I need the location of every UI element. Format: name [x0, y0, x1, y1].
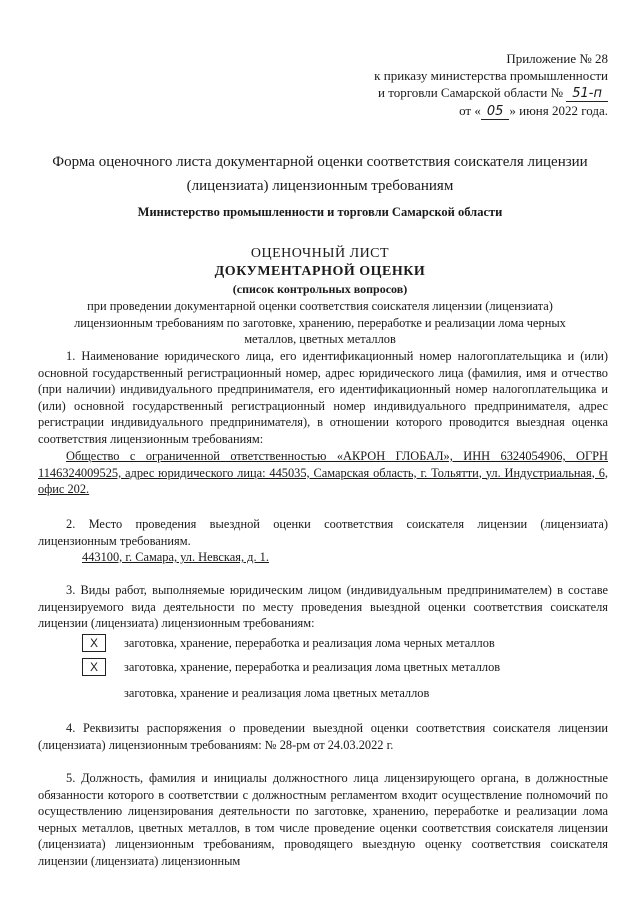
option-label: заготовка, хранение и реализация лома цветных металлов	[124, 685, 430, 700]
section-4-text: 4. Реквизиты распоряжения о проведении выездной оценки соответствия соискателя лицензии (лицензиата) лицензионным требованиям: № 28-рм от 24.03.2022 г.	[38, 721, 608, 752]
work-type-option[interactable]	[82, 658, 500, 676]
checkbox[interactable]	[82, 684, 106, 702]
work-type-option[interactable]	[82, 684, 429, 702]
option-label: заготовка, хранение, переработка и реализация лома черных металлов	[124, 635, 495, 650]
checkbox[interactable]: X	[82, 658, 106, 676]
section-1-text: 1. Наименование юридического лица, его идентификационный номер налогоплательщика и (или) основной государственный регистрационный номер, адрес юридического лица (фамилия, имя и отчество (при наличии) индивидуального предпринимателя, его идентификационный номер налогоплательщика и (или) основной государственный регистрационный номер индивидуального предпринимателя, адрес регистрации индивидуального предпринимателя), в отношении которого проводится выездная оценка соответствия лицензионным требованиям:	[38, 349, 608, 446]
ministry-name: Министерство промышленности и торговли Самарской области	[137, 205, 503, 219]
appendix-date-prefix: от «	[459, 103, 481, 118]
appendix-order-line	[374, 84, 608, 102]
section-2-text: 2. Место проведения выездной оценки соответствия соискателя лицензии (лицензиата) лицензионным требованиям.	[38, 517, 608, 548]
checkbox[interactable]: X	[82, 634, 106, 652]
handwritten-order-number: 51-п	[566, 87, 608, 102]
appendix-date-suffix: » июня 2022 года.	[509, 103, 608, 118]
appendix-order-prefix: и торговли Самарской области №	[378, 85, 564, 100]
checklist-subtitle: (список контрольных вопросов)	[232, 282, 408, 296]
form-title-line1: Форма оценочного листа документарной оценки соответствия соискателя лицензии	[52, 154, 588, 170]
form-title	[40, 150, 600, 198]
sheet-heading-sub: ДОКУМЕНТАРНОЙ ОЦЕНКИ	[214, 264, 426, 279]
appendix-block	[374, 50, 608, 120]
intro-text: при проведении документарной оценки соответствия соискателя лицензии (лицензиата) лицензионным требованиям по заготовке, хранению, переработке и реализации лома черных металлов, цветных металлов	[74, 299, 566, 346]
section-5-text: 5. Должность, фамилия и инициалы должностного лица лицензирующего органа, в должностные обязанности которого в соответствии с должностным регламентом входит осуществление полномочий по осуществлению лицензирования деятельности по заготовке, хранению, переработке и реализации лома черных металлов, цветных металлов, в том числе проведение оценки соответствия соискателя лицензии (лицензиата) лицензионным требованиям, проводящего выездную оценку соответствия соискателя лицензии (лицензиата) лицензионным	[38, 771, 608, 868]
form-title-line2: (лицензиата) лицензионным требованиям	[186, 178, 454, 194]
section-3-text: 3. Виды работ, выполняемые юридическим лицом (индивидуальным предпринимателем) в составе лицензируемого вида деятельности по месту проведения выездной оценки соответствия соискателя лицензии (лицензиата) лицензионным требованиям:	[38, 583, 608, 631]
appendix-number: Приложение № 28	[506, 51, 608, 66]
appendix-date-line	[374, 102, 608, 120]
section-1-answer: Общество с ограниченной ответственностью «АКРОН ГЛОБАЛ», ИНН 6324054906, ОГРН 1146324009525, адрес юридического лица: 445035, Самарская область, г. Тольятти, ул. Индустриальная, 6, офис 202.	[38, 449, 608, 497]
work-type-option[interactable]	[82, 634, 495, 652]
option-label: заготовка, хранение, переработка и реализация лома цветных металлов	[124, 659, 501, 674]
section-2-answer: 443100, г. Самара, ул. Невская, д. 1.	[82, 550, 269, 564]
handwritten-order-day: 05	[481, 105, 510, 120]
appendix-order-ref: к приказу министерства промышленности	[374, 68, 608, 83]
sheet-heading: ОЦЕНОЧНЫЙ ЛИСТ	[250, 246, 390, 261]
